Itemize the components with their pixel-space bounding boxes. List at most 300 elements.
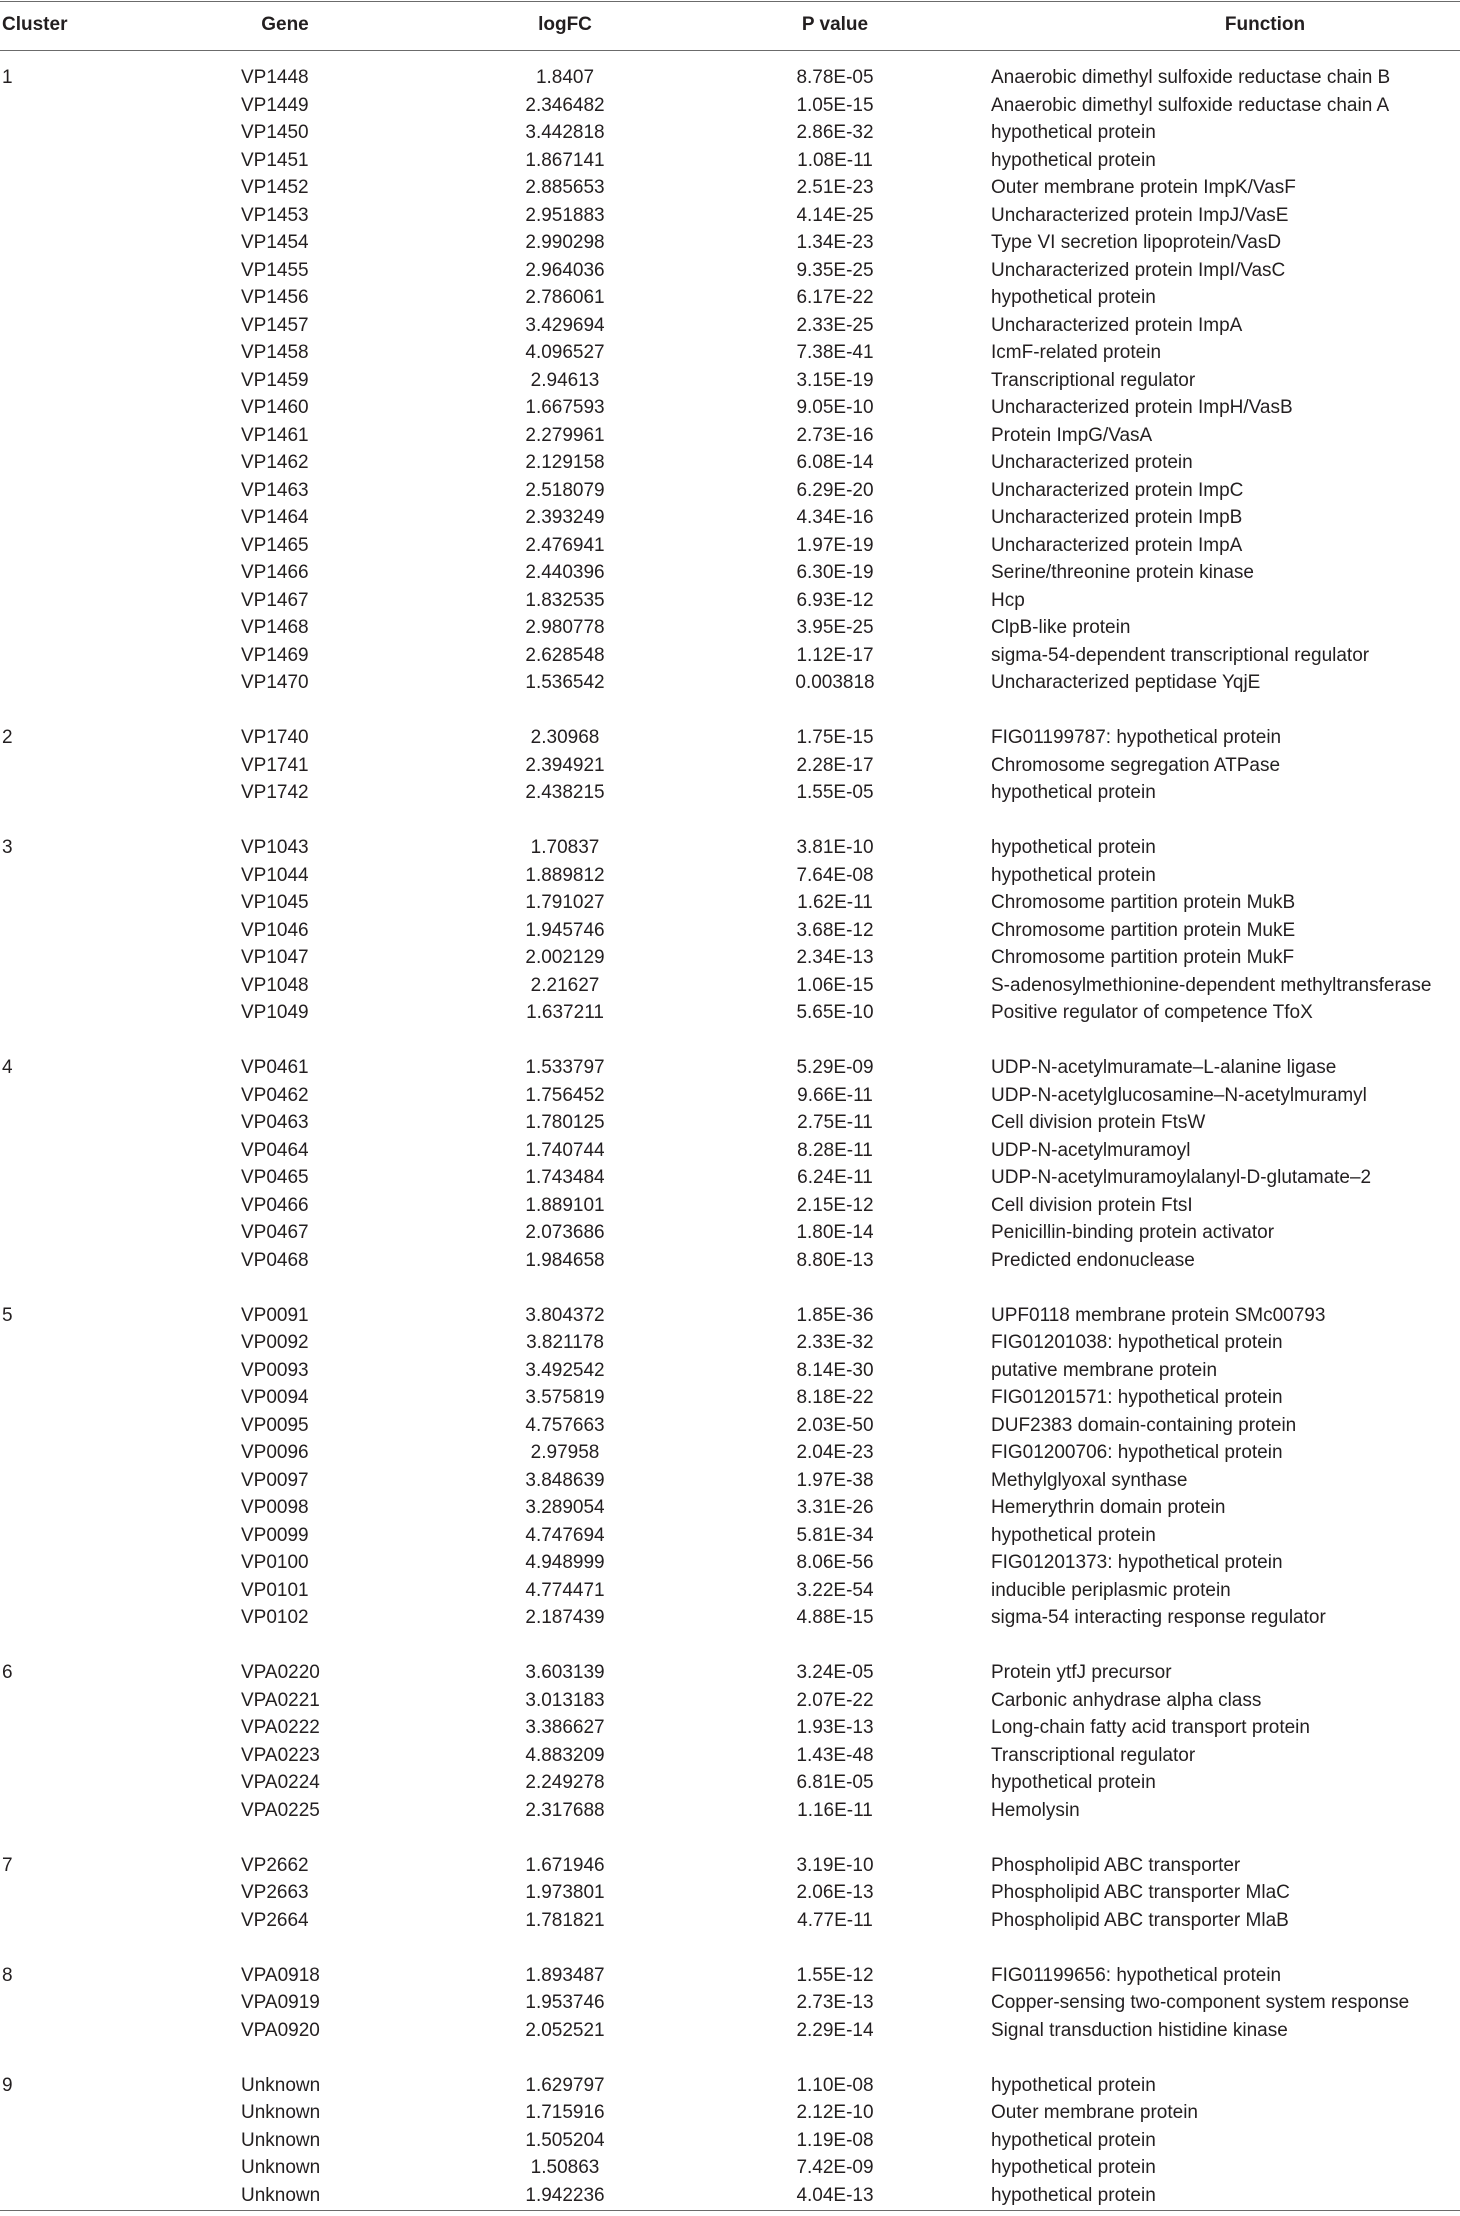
gene-cell: VP1459 <box>241 369 309 391</box>
logfc-cell: 3.429694 <box>525 314 605 336</box>
table-row <box>0 1989 1460 2017</box>
gene-cell: VP1466 <box>241 562 309 583</box>
logfc-cell: 1.743484 <box>525 1167 605 1188</box>
table-row <box>0 1439 1460 1467</box>
table-row <box>0 834 1460 862</box>
pvalue-cell: 9.66E-11 <box>797 1084 873 1106</box>
pvalue-cell: 5.65E-10 <box>796 1002 874 1023</box>
table-row <box>0 1219 1460 1247</box>
function-cell: Protein ytfJ precursor <box>991 1662 1172 1683</box>
gene-cell: VP1470 <box>241 672 309 693</box>
table-body <box>0 64 1460 2209</box>
pvalue-cell: 8.06E-56 <box>796 1552 874 1573</box>
function-cell: Uncharacterized protein ImpA <box>991 314 1243 336</box>
table-row <box>0 642 1460 670</box>
pvalue-cell: 1.12E-17 <box>796 644 874 666</box>
gene-cell: VP1741 <box>241 754 309 776</box>
pvalue-cell: 1.62E-11 <box>797 892 873 913</box>
gene-cell: VPA0221 <box>241 1689 320 1711</box>
gene-cell: VP2662 <box>241 1854 309 1876</box>
gene-cell: VP1455 <box>241 259 309 281</box>
pvalue-cell: 2.33E-32 <box>796 1332 874 1353</box>
function-cell: Chromosome partition protein MukF <box>991 947 1295 968</box>
pvalue-cell: 2.75E-11 <box>797 1112 873 1133</box>
table-row <box>0 1659 1460 1687</box>
pvalue-cell: 8.78E-05 <box>796 67 874 88</box>
logfc-cell: 1.953746 <box>525 1992 605 2013</box>
function-cell: Transcriptional regulator <box>991 1744 1196 1766</box>
pvalue-cell: 2.29E-14 <box>796 2019 874 2041</box>
gene-cell: VPA0920 <box>241 2019 320 2041</box>
function-cell: hypothetical protein <box>991 2157 1156 2178</box>
table-row <box>0 752 1460 780</box>
logfc-cell: 3.492542 <box>525 1359 605 1381</box>
function-cell: Predicted endonuclease <box>991 1249 1195 1271</box>
cluster-cell: 2 <box>2 727 13 748</box>
logfc-cell: 2.394921 <box>525 754 605 776</box>
logfc-cell: 2.440396 <box>525 562 605 583</box>
pvalue-cell: 0.003818 <box>795 672 875 693</box>
function-cell: Carbonic anhydrase alpha class <box>991 1689 1262 1711</box>
gene-cell: VP1044 <box>241 864 309 886</box>
gene-cell: VP1448 <box>241 67 309 88</box>
logfc-cell: 3.442818 <box>525 122 605 143</box>
function-cell: Signal transduction histidine kinase <box>991 2019 1288 2041</box>
logfc-cell: 2.21627 <box>530 974 600 996</box>
logfc-cell: 1.942236 <box>525 2184 605 2206</box>
gene-cell: VP1742 <box>241 782 309 803</box>
table-row <box>0 64 1460 92</box>
function-cell: Serine/threonine protein kinase <box>991 562 1255 583</box>
pvalue-cell: 1.80E-14 <box>796 1222 874 1243</box>
table-row <box>0 1357 1460 1385</box>
pvalue-cell: 1.97E-38 <box>796 1469 874 1491</box>
pvalue-cell: 3.19E-10 <box>796 1854 874 1876</box>
table-row <box>0 1797 1460 1825</box>
logfc-cell: 3.821178 <box>526 1332 604 1353</box>
table-row <box>0 1054 1460 1082</box>
logfc-cell: 3.575819 <box>525 1387 605 1408</box>
function-cell: hypothetical protein <box>991 2184 1156 2206</box>
cluster-cell: 3 <box>2 837 13 858</box>
header-gene: Gene <box>261 14 309 35</box>
function-cell: FIG01201038: hypothetical protein <box>991 1332 1283 1353</box>
gene-cell: VP2663 <box>241 1882 309 1903</box>
pvalue-cell: 3.15E-19 <box>796 369 874 391</box>
table-row <box>0 669 1460 697</box>
pvalue-cell: 2.04E-23 <box>796 1442 874 1463</box>
group-spacer <box>0 1027 1460 1055</box>
table-row <box>0 339 1460 367</box>
gene-cell: VP1453 <box>241 204 309 226</box>
function-cell: Uncharacterized protein <box>991 452 1193 473</box>
pvalue-cell: 1.55E-12 <box>796 1964 874 1986</box>
table-row <box>0 889 1460 917</box>
table-row <box>0 559 1460 587</box>
logfc-cell: 2.279961 <box>525 424 605 446</box>
pvalue-cell: 1.55E-05 <box>796 782 874 803</box>
table-row <box>0 1522 1460 1550</box>
gene-cell: VP0096 <box>241 1442 309 1463</box>
header-pvalue: P value <box>801 14 869 35</box>
function-cell: Hcp <box>991 589 1025 611</box>
gene-cell: VP0467 <box>241 1222 309 1243</box>
table-row <box>0 2099 1460 2127</box>
cluster-cell: 4 <box>2 1057 13 1078</box>
function-cell: Outer membrane protein ImpK/VasF <box>991 177 1296 198</box>
table-row <box>0 972 1460 1000</box>
function-cell: FIG01200706: hypothetical protein <box>991 1442 1283 1463</box>
table-row <box>0 614 1460 642</box>
table-row <box>0 2154 1460 2182</box>
gene-cell: VPA0225 <box>241 1799 320 1821</box>
function-cell: Protein ImpG/VasA <box>991 424 1153 446</box>
table-row <box>0 147 1460 175</box>
logfc-cell: 1.70837 <box>530 837 600 858</box>
function-cell: sigma-54-dependent transcriptional regulator <box>991 644 1370 666</box>
function-cell: FIG01199787: hypothetical protein <box>991 727 1282 748</box>
logfc-cell: 1.50863 <box>530 2157 600 2178</box>
pvalue-cell: 2.28E-17 <box>796 754 874 776</box>
logfc-cell: 2.628548 <box>525 644 605 666</box>
logfc-cell: 2.94613 <box>530 369 600 391</box>
table-row <box>0 1384 1460 1412</box>
table-row <box>0 1714 1460 1742</box>
group-spacer <box>0 1632 1460 1660</box>
logfc-cell: 1.637211 <box>526 1002 604 1023</box>
gene-cell: VPA0918 <box>241 1964 320 1986</box>
gene-cell: VP1460 <box>241 397 309 418</box>
function-cell: FIG01201373: hypothetical protein <box>991 1552 1283 1573</box>
gene-cell: VP0097 <box>241 1469 309 1491</box>
gene-cell: VP1045 <box>241 892 309 913</box>
logfc-cell: 1.533797 <box>525 1057 605 1078</box>
gene-cell: VPA0919 <box>241 1992 320 2013</box>
pvalue-cell: 6.81E-05 <box>796 1772 874 1793</box>
logfc-cell: 2.073686 <box>525 1222 605 1243</box>
header-logfc: logFC <box>538 14 592 35</box>
table-row <box>0 257 1460 285</box>
function-cell: Chromosome partition protein MukB <box>991 892 1296 913</box>
function-cell: ClpB-like protein <box>991 617 1131 638</box>
function-cell: hypothetical protein <box>991 837 1156 858</box>
pvalue-cell: 2.34E-13 <box>796 947 874 968</box>
cluster-cell: 6 <box>2 1662 13 1683</box>
table-row <box>0 1082 1460 1110</box>
cluster-cell: 1 <box>2 67 13 88</box>
pvalue-cell: 2.51E-23 <box>796 177 874 198</box>
function-cell: Anaerobic dimethyl sulfoxide reductase chain A <box>991 94 1390 116</box>
logfc-cell: 4.747694 <box>525 1524 605 1546</box>
gene-cell: VP1046 <box>241 919 309 941</box>
logfc-cell: 1.973801 <box>525 1882 605 1903</box>
pvalue-cell: 1.06E-15 <box>796 974 874 996</box>
logfc-cell: 1.505204 <box>525 2129 605 2151</box>
pvalue-cell: 7.38E-41 <box>796 342 874 363</box>
function-cell: Hemerythrin domain protein <box>991 1497 1226 1518</box>
function-cell: UDP-N-acetylmuramate–L-alanine ligase <box>991 1057 1337 1078</box>
pvalue-cell: 1.08E-11 <box>797 149 873 171</box>
logfc-cell: 1.984658 <box>525 1249 605 1271</box>
pvalue-cell: 3.31E-26 <box>796 1497 874 1518</box>
table-row <box>0 1604 1460 1632</box>
pvalue-cell: 1.34E-23 <box>796 232 874 253</box>
gene-cell: VP0095 <box>241 1414 309 1436</box>
function-cell: Copper-sensing two-component system response <box>991 1992 1410 2013</box>
gene-cell: VP1048 <box>241 974 309 996</box>
logfc-cell: 2.438215 <box>525 782 605 803</box>
table-row <box>0 862 1460 890</box>
logfc-cell: 1.536542 <box>525 672 605 693</box>
pvalue-cell: 7.64E-08 <box>796 864 874 886</box>
function-cell: UDP-N-acetylglucosamine–N-acetylmuramyl <box>991 1084 1367 1106</box>
logfc-cell: 2.476941 <box>525 534 605 556</box>
pvalue-cell: 2.06E-13 <box>796 1882 874 1903</box>
pvalue-cell: 4.34E-16 <box>796 507 874 528</box>
table-row <box>0 1247 1460 1275</box>
function-cell: hypothetical protein <box>991 1772 1156 1793</box>
function-cell: Uncharacterized protein ImpJ/VasE <box>991 204 1289 226</box>
function-cell: hypothetical protein <box>991 864 1156 886</box>
logfc-cell: 1.740744 <box>525 1139 605 1161</box>
logfc-cell: 2.002129 <box>525 947 605 968</box>
logfc-cell: 2.518079 <box>525 479 605 501</box>
pvalue-cell: 2.86E-32 <box>796 122 874 143</box>
pvalue-cell: 1.16E-11 <box>797 1799 873 1821</box>
table-row <box>0 1302 1460 1330</box>
function-cell: FIG01199656: hypothetical protein <box>991 1964 1282 1986</box>
pvalue-cell: 1.97E-19 <box>796 534 874 556</box>
logfc-cell: 2.97958 <box>530 1442 600 1463</box>
logfc-cell: 1.893487 <box>525 1964 605 1986</box>
function-cell: Methylglyoxal synthase <box>991 1469 1188 1491</box>
logfc-cell: 2.317688 <box>525 1799 605 1821</box>
gene-cell: Unknown <box>241 2184 321 2206</box>
logfc-cell: 1.832535 <box>525 589 605 611</box>
gene-cell: VP0100 <box>241 1552 309 1573</box>
logfc-cell: 2.885653 <box>525 177 605 198</box>
pvalue-cell: 3.68E-12 <box>796 919 874 941</box>
gene-cell: VP1452 <box>241 177 309 198</box>
function-cell: IcmF-related protein <box>991 342 1162 363</box>
pvalue-cell: 8.14E-30 <box>796 1359 874 1381</box>
function-cell: hypothetical protein <box>991 287 1156 308</box>
header-cluster: Cluster <box>2 14 68 35</box>
function-cell: Phospholipid ABC transporter MlaC <box>991 1882 1290 1903</box>
function-cell: DUF2383 domain-containing protein <box>991 1414 1297 1436</box>
function-cell: hypothetical protein <box>991 122 1156 143</box>
group-spacer <box>0 807 1460 835</box>
table-row <box>0 1549 1460 1577</box>
table-row <box>0 944 1460 972</box>
table-row <box>0 2127 1460 2155</box>
table-row <box>0 1962 1460 1990</box>
table-row <box>0 367 1460 395</box>
gene-cell: VPA0223 <box>241 1744 320 1766</box>
logfc-cell: 1.756452 <box>525 1084 605 1106</box>
group-spacer <box>0 1934 1460 1962</box>
pvalue-cell: 2.15E-12 <box>796 1194 874 1216</box>
logfc-cell: 2.990298 <box>525 232 605 253</box>
cluster-cell: 5 <box>2 1304 13 1326</box>
gene-cell: VP0466 <box>241 1194 309 1216</box>
logfc-cell: 2.951883 <box>525 204 605 226</box>
pvalue-cell: 1.10E-08 <box>796 2074 874 2096</box>
cluster-cell: 8 <box>2 1964 13 1986</box>
function-cell: Phospholipid ABC transporter MlaB <box>991 1909 1289 1931</box>
logfc-cell: 1.889812 <box>525 864 605 886</box>
pvalue-cell: 9.35E-25 <box>796 259 874 281</box>
function-cell: Cell division protein FtsW <box>991 1112 1206 1133</box>
function-cell: Chromosome segregation ATPase <box>991 754 1281 776</box>
logfc-cell: 2.393249 <box>525 507 605 528</box>
gene-cell: VP1449 <box>241 94 309 116</box>
table-row <box>0 2182 1460 2210</box>
group-spacer <box>0 1824 1460 1852</box>
table-row <box>0 724 1460 752</box>
pvalue-cell: 8.28E-11 <box>797 1139 873 1161</box>
table-row <box>0 1109 1460 1137</box>
function-cell: Uncharacterized protein ImpB <box>991 507 1243 528</box>
table-row <box>0 999 1460 1027</box>
pvalue-cell: 1.19E-08 <box>796 2129 874 2151</box>
gene-cell: VPA0224 <box>241 1772 320 1793</box>
logfc-cell: 1.667593 <box>525 397 605 418</box>
logfc-cell: 4.774471 <box>525 1579 605 1601</box>
table-row <box>0 1467 1460 1495</box>
gene-cell: VP0468 <box>241 1249 309 1271</box>
pvalue-cell: 2.03E-50 <box>796 1414 874 1436</box>
function-cell: Cell division protein FtsI <box>991 1194 1193 1216</box>
gene-cell: VP1465 <box>241 534 309 556</box>
logfc-cell: 2.980778 <box>525 617 605 638</box>
pvalue-cell: 3.81E-10 <box>796 837 874 858</box>
table-row <box>0 1192 1460 1220</box>
gene-cell: Unknown <box>241 2102 321 2123</box>
header-function: Function <box>1224 14 1306 35</box>
gene-cell: Unknown <box>241 2157 321 2178</box>
gene-cell: VP1469 <box>241 644 309 666</box>
logfc-cell: 2.346482 <box>525 94 605 116</box>
function-cell: Type VI secretion lipoprotein/VasD <box>991 232 1282 253</box>
pvalue-cell: 3.22E-54 <box>796 1579 874 1601</box>
table-row <box>0 1879 1460 1907</box>
function-cell: hypothetical protein <box>991 782 1156 803</box>
function-cell: Uncharacterized peptidase YqjE <box>991 672 1261 693</box>
pvalue-cell: 1.93E-13 <box>796 1717 874 1738</box>
pvalue-cell: 8.18E-22 <box>796 1387 874 1408</box>
pvalue-cell: 4.88E-15 <box>796 1607 874 1628</box>
table-row <box>0 1577 1460 1605</box>
pvalue-cell: 2.73E-13 <box>796 1992 874 2013</box>
gene-cell: VP0093 <box>241 1359 309 1381</box>
logfc-cell: 4.096527 <box>525 342 605 363</box>
table-row <box>0 1742 1460 1770</box>
logfc-cell: 2.187439 <box>525 1607 605 1628</box>
function-cell: Positive regulator of competence TfoX <box>991 1002 1313 1023</box>
function-cell: hypothetical protein <box>991 2074 1156 2096</box>
table-row <box>0 1494 1460 1522</box>
cluster-cell: 9 <box>2 2074 13 2096</box>
function-cell: UPF0118 membrane protein SMc00793 <box>991 1304 1326 1326</box>
logfc-cell: 1.8407 <box>535 67 595 88</box>
pvalue-cell: 1.85E-36 <box>796 1304 874 1326</box>
pvalue-cell: 7.42E-09 <box>796 2157 874 2178</box>
gene-cell: VP1043 <box>241 837 309 858</box>
table-row <box>0 394 1460 422</box>
pvalue-cell: 2.12E-10 <box>796 2102 874 2123</box>
table-row <box>0 779 1460 807</box>
table-row <box>0 284 1460 312</box>
table-row <box>0 312 1460 340</box>
logfc-cell: 2.249278 <box>525 1772 605 1793</box>
table-row <box>0 1769 1460 1797</box>
function-cell: UDP-N-acetylmuramoylalanyl-D-glutamate–2 <box>991 1167 1372 1188</box>
logfc-cell: 1.889101 <box>525 1194 605 1216</box>
logfc-cell: 1.781821 <box>525 1909 605 1931</box>
pvalue-cell: 6.17E-22 <box>796 287 874 308</box>
logfc-cell: 3.603139 <box>525 1662 605 1683</box>
gene-cell: VP0461 <box>241 1057 309 1078</box>
table-row <box>0 1164 1460 1192</box>
gene-cell: VP0094 <box>241 1387 309 1408</box>
gene-cell: VP1451 <box>241 149 309 171</box>
pvalue-cell: 6.24E-11 <box>797 1167 873 1188</box>
logfc-cell: 1.671946 <box>525 1854 605 1876</box>
logfc-cell: 3.386627 <box>525 1717 605 1738</box>
pvalue-cell: 2.07E-22 <box>796 1689 874 1711</box>
pvalue-cell: 2.33E-25 <box>796 314 874 336</box>
group-spacer <box>0 2044 1460 2072</box>
gene-cell: Unknown <box>241 2129 321 2151</box>
function-cell: Outer membrane protein <box>991 2102 1198 2123</box>
pvalue-cell: 5.81E-34 <box>796 1524 874 1546</box>
pvalue-cell: 4.77E-11 <box>797 1909 873 1931</box>
function-cell: Phospholipid ABC transporter <box>991 1854 1241 1876</box>
table-header-row <box>0 0 1460 50</box>
function-cell: FIG01201571: hypothetical protein <box>991 1387 1283 1408</box>
logfc-cell: 3.289054 <box>525 1497 605 1518</box>
table-bottom-rule <box>0 2210 1460 2211</box>
pvalue-cell: 1.43E-48 <box>796 1744 874 1766</box>
function-cell: Uncharacterized protein ImpH/VasB <box>991 397 1293 418</box>
gene-cell: VP0465 <box>241 1167 309 1188</box>
function-cell: Uncharacterized protein ImpA <box>991 534 1243 556</box>
logfc-cell: 2.964036 <box>525 259 605 281</box>
table-row <box>0 587 1460 615</box>
gene-cell: VP0098 <box>241 1497 309 1518</box>
table-row <box>0 1137 1460 1165</box>
gene-cell: VPA0220 <box>241 1662 320 1683</box>
gene-cell: VP0092 <box>241 1332 309 1353</box>
table-row <box>0 917 1460 945</box>
gene-cell: VP0091 <box>241 1304 309 1326</box>
pvalue-cell: 4.04E-13 <box>796 2184 874 2206</box>
table-row <box>0 532 1460 560</box>
cluster-cell: 7 <box>2 1854 13 1876</box>
gene-cell: VP1458 <box>241 342 309 363</box>
table-row <box>0 1412 1460 1440</box>
logfc-cell: 1.780125 <box>525 1112 605 1133</box>
pvalue-cell: 6.29E-20 <box>796 479 874 501</box>
table-row <box>0 1852 1460 1880</box>
function-cell: sigma-54 interacting response regulator <box>991 1607 1326 1628</box>
gene-cell: VP0101 <box>241 1579 309 1601</box>
function-cell: Uncharacterized protein ImpC <box>991 479 1244 501</box>
gene-cell: VP0464 <box>241 1139 309 1161</box>
table-row <box>0 174 1460 202</box>
gene-cell: VP1461 <box>241 424 309 446</box>
